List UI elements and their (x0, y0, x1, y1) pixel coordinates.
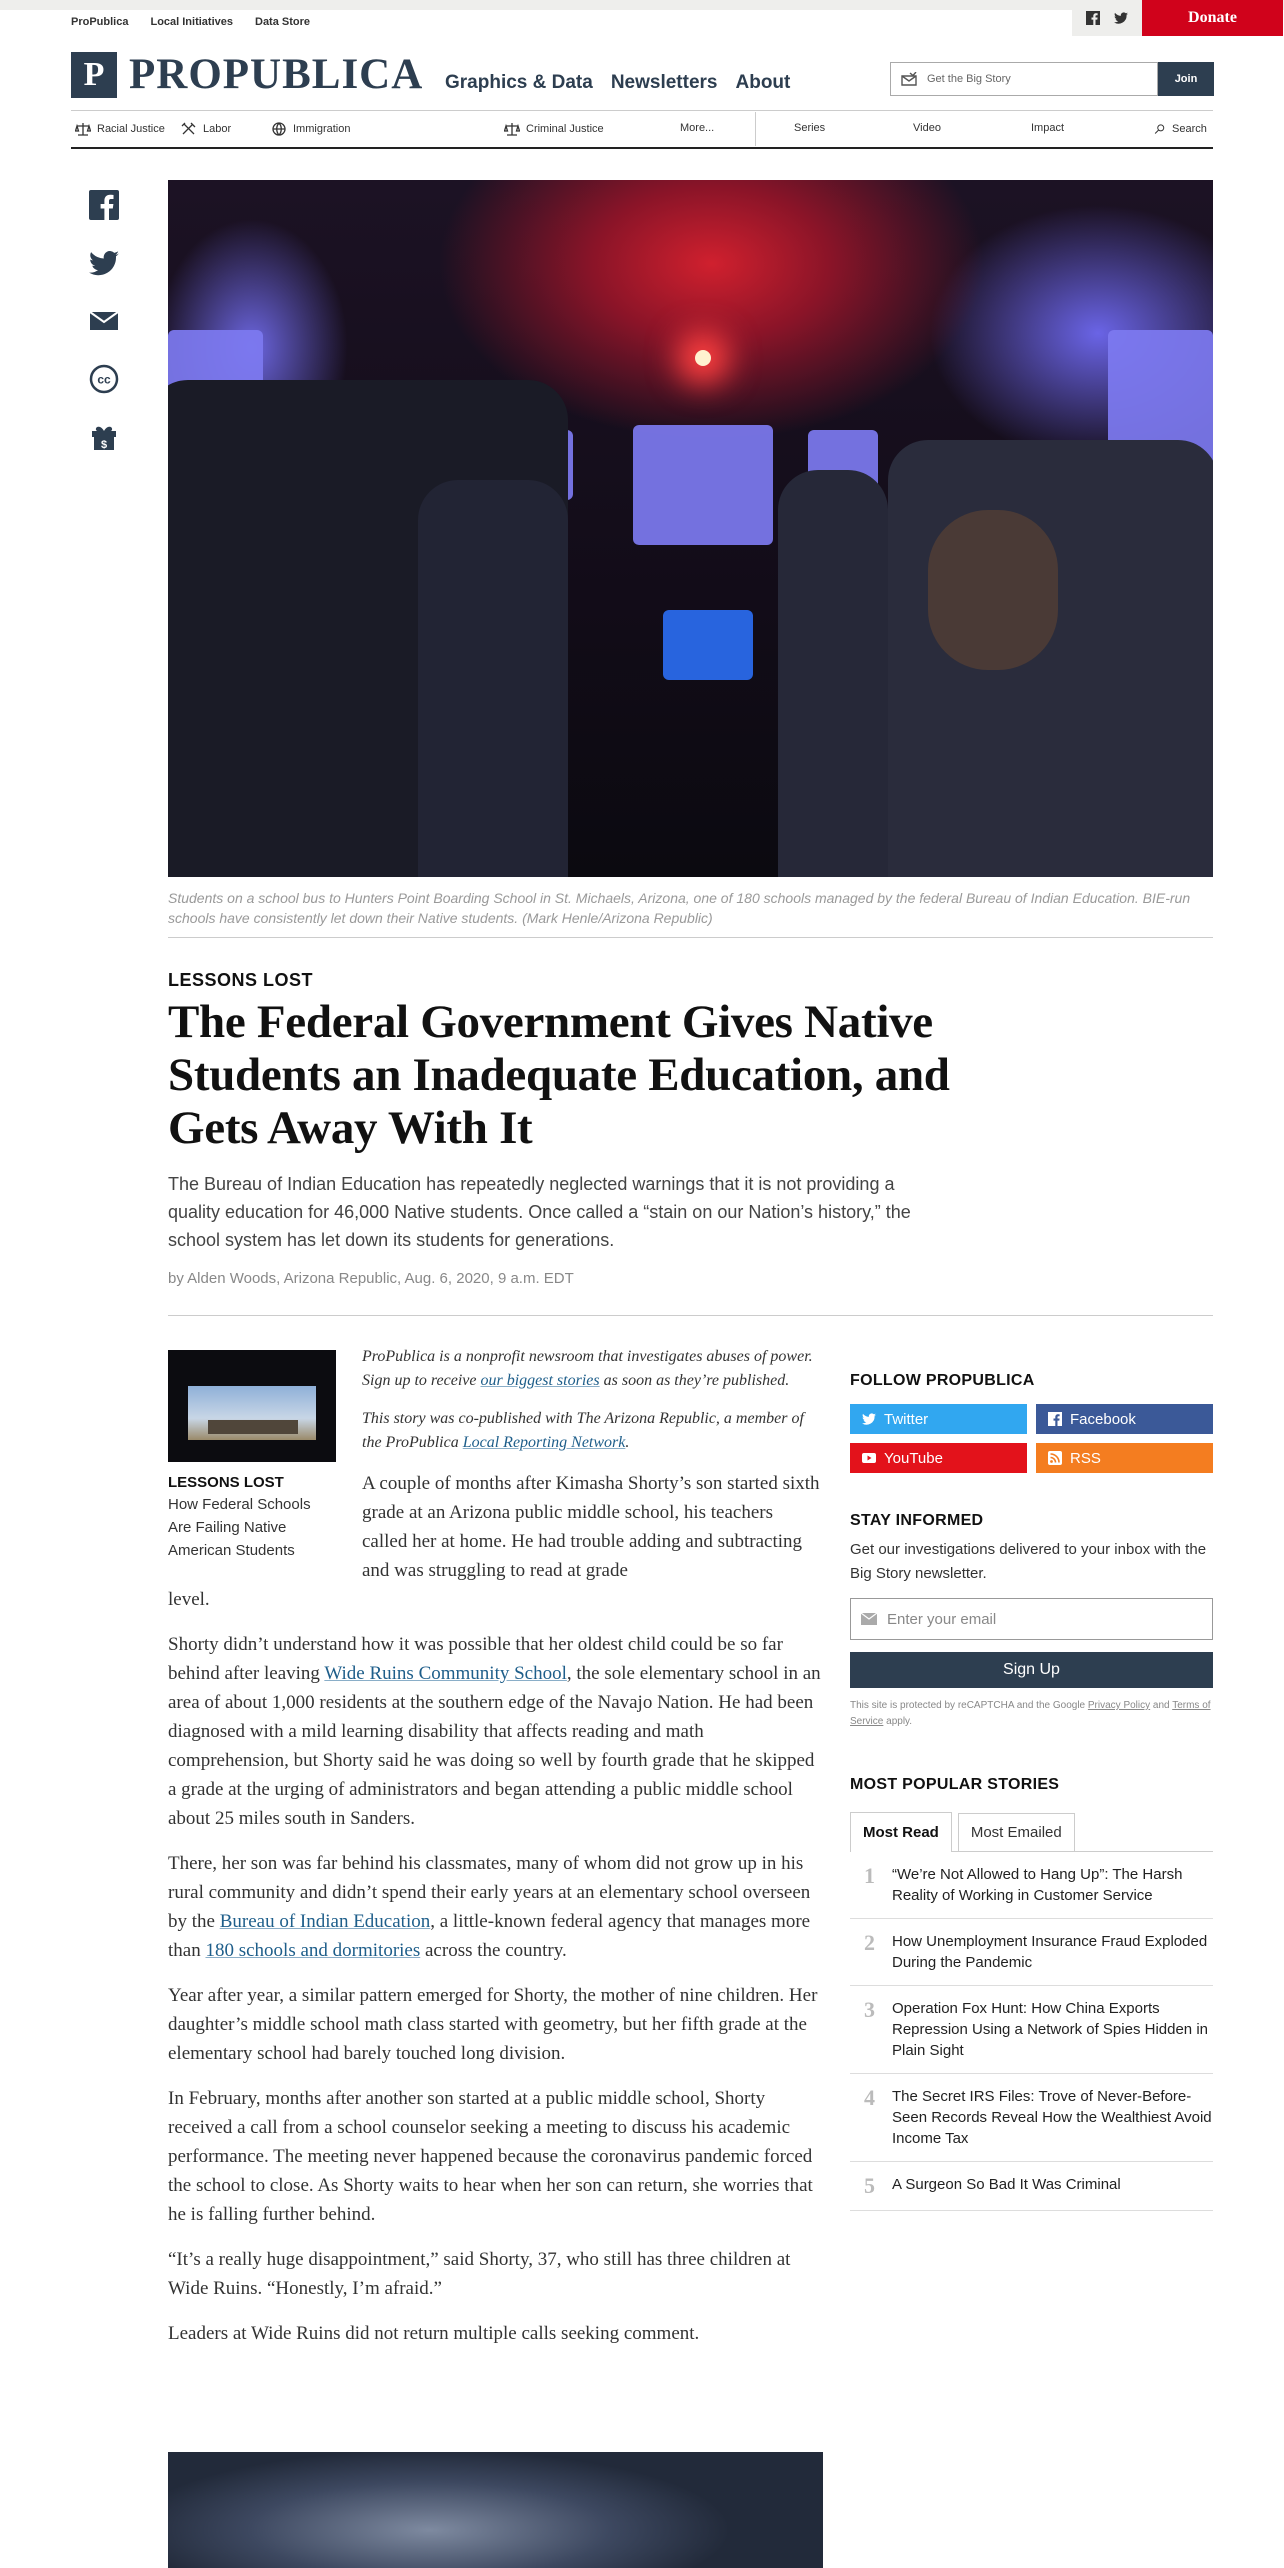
paragraph: Year after year, a similar pattern emerged for Shorty, the mother of nine children. Her daughter’s middle school math class started with geometry, but her fifth grade at the elementary school had barely touched long division. (168, 1985, 818, 2064)
subnav-label: Search (1172, 123, 1207, 135)
paragraph-text: , a little-known federal agency that manages more than (168, 1911, 811, 1961)
subnav-label: Immigration (293, 123, 351, 135)
utility-link-local-initiatives[interactable]: Local Initiatives (150, 16, 233, 28)
email-share-icon[interactable] (89, 306, 119, 336)
email-placeholder: Enter your email (887, 1610, 997, 1628)
header-join-button[interactable]: Join (1158, 62, 1214, 96)
story-rank: 5 (864, 2173, 875, 2198)
recaptcha-text: This site is protected by reCAPTCHA and the Google (850, 1700, 1088, 1711)
divider (168, 1315, 1213, 1316)
paragraph-text: , the sole elementary school in an area of about 1,000 residents at the southern edge of the Navajo Nation. He had been diagnosed with a mild learning disability that affects reading and math comprehension, but Shorty said he was doing so well by fourth grade that he skipped a grade at the urging of administrators and began attending a public middle school about 25 miles south in Sanders. (168, 1663, 821, 1829)
follow-twitter-button[interactable] (850, 1404, 1027, 1434)
bus-window (663, 610, 753, 680)
local-reporting-network-link[interactable]: Local Reporting Network (462, 1434, 626, 1451)
popular-story[interactable] (850, 1986, 1213, 2074)
series-title: How Federal Schools Are Failing Native American Students (168, 1496, 311, 1559)
twitter-icon[interactable] (1114, 11, 1128, 25)
paragraph: “It’s a really huge disappointment,” said Shorty, 37, who still has three children at Wide Ruins. “Honestly, I’m afraid.” (168, 2249, 791, 2299)
utility-nav (71, 16, 310, 28)
gift-icon[interactable] (89, 422, 119, 452)
twitter-share-icon[interactable] (89, 248, 119, 278)
stay-informed-title: STAY INFORMED (850, 1512, 984, 1529)
header-bottom-rule (71, 147, 1213, 149)
utility-social (1072, 0, 1142, 36)
divider (168, 937, 1213, 938)
nav-graphics-data[interactable]: Graphics & Data (445, 72, 593, 93)
story-rank: 4 (864, 2085, 875, 2110)
creative-commons-icon[interactable] (89, 364, 119, 394)
subnav-more[interactable]: More... (680, 122, 715, 134)
terms-of-service-link[interactable]: Terms of Service (850, 1700, 1211, 1727)
recaptcha-text: and (1150, 1700, 1173, 1711)
utility-right (1072, 0, 1283, 36)
facebook-icon (1048, 1412, 1062, 1426)
main-nav (445, 72, 790, 94)
sidebar (850, 1372, 1213, 1473)
article-inline-image (168, 2452, 823, 2568)
header-email-placeholder: Get the Big Story (927, 73, 1011, 85)
donate-button[interactable]: Donate (1142, 0, 1283, 36)
paragraph (168, 1849, 823, 1965)
facebook-icon[interactable] (1086, 11, 1100, 25)
facebook-share-icon[interactable] (89, 190, 119, 220)
bie-link[interactable]: Bureau of Indian Education (219, 1911, 431, 1932)
nav-newsletters[interactable]: Newsletters (610, 72, 718, 93)
share-tools (89, 190, 119, 452)
utility-link-data-store[interactable]: Data Store (255, 16, 311, 28)
subnav-racial-justice[interactable] (75, 122, 165, 136)
thumbnail-building (208, 1420, 298, 1434)
subnav-search[interactable] (1154, 122, 1207, 136)
envelope-icon (901, 72, 917, 86)
gavel-icon (504, 122, 520, 136)
story-rank: 2 (864, 1930, 875, 1955)
subnav-label: Labor (203, 123, 232, 135)
sign-up-button[interactable]: Sign Up (850, 1652, 1213, 1688)
ceiling-light (695, 350, 711, 366)
most-popular (850, 1776, 1213, 2211)
rss-icon (1048, 1451, 1062, 1465)
logo-mark: P (71, 52, 117, 98)
popular-story[interactable] (850, 1852, 1213, 1919)
follow-label: Facebook (1070, 1410, 1136, 1428)
search-icon (1154, 122, 1166, 136)
note-text: . (625, 1434, 630, 1451)
svg-text:cc: cc (97, 372, 111, 387)
follow-label: Twitter (884, 1410, 929, 1428)
newsletter-signup (850, 1512, 1213, 1730)
story-title[interactable]: A Surgeon So Bad It Was Criminal (892, 2176, 1121, 2193)
note-text: ProPublica is a nonprofit newsroom that investigates abuses of power. Sign up to receive (362, 1348, 813, 1389)
wide-ruins-link[interactable]: Wide Ruins Community School (324, 1663, 567, 1684)
paragraph: Leaders at Wide Ruins did not return multiple calls seeking comment. (168, 2323, 700, 2344)
series-box[interactable] (168, 1350, 336, 1562)
popular-story[interactable] (850, 1919, 1213, 1986)
recaptcha-text: apply. (883, 1716, 913, 1727)
seat (418, 480, 568, 877)
story-rank: 3 (864, 1997, 875, 2022)
nav-about[interactable]: About (735, 72, 791, 93)
copublish-note (362, 1407, 823, 1455)
divider (71, 110, 1213, 111)
paragraph-text: level. (168, 1589, 210, 1610)
subnav-immigration[interactable] (271, 122, 350, 136)
seat (778, 470, 888, 877)
paragraph (168, 1630, 823, 1833)
paragraph-text: There, her son was far behind his classmates, many of whom did not grow up in his rural community and didn’t spend their early years at an elementary school overseen by the (168, 1853, 811, 1932)
article-kicker[interactable]: LESSONS LOST (168, 970, 314, 990)
utility-link-propublica[interactable]: ProPublica (71, 16, 129, 28)
stay-informed-description: Get our investigations delivered to your inbox with the Big Story newsletter. (850, 1541, 1207, 1582)
hero-image (168, 180, 1213, 877)
scales-icon (75, 122, 91, 136)
header-email-input[interactable] (890, 62, 1158, 96)
sidebar-email-input[interactable] (850, 1598, 1213, 1640)
nonprofit-note (362, 1345, 823, 1393)
biggest-stories-link[interactable]: our biggest stories (480, 1372, 600, 1389)
paragraph: In February, months after another son started at a public middle school, Shorty received a call from a school counselor seeking a meeting to discuss his academic performance. The meeting never happened because the coronavirus pandemic forced the school to close. As Shorty waits to hear when her son can return, she worries that he is falling further behind. (168, 2088, 813, 2225)
subnav-video[interactable]: Video (913, 122, 941, 134)
schools-dormitories-link[interactable]: 180 schools and dormitories (205, 1940, 421, 1961)
sub-nav (71, 118, 1213, 140)
youtube-icon (862, 1451, 876, 1465)
header-signup (890, 62, 1214, 96)
svg-text:$: $ (100, 439, 108, 451)
article-byline: by Alden Woods, Arizona Republic, Aug. 6, 2020, 9 a.m. EDT (168, 1270, 574, 1287)
paragraph-text: Shorty didn’t understand how it was possible that her oldest child could be so far behind after leaving (168, 1634, 783, 1684)
follow-rss-button[interactable] (1036, 1443, 1213, 1473)
paragraph-text: A couple of months after Kimasha Shorty’s son started sixth grade at an Arizona public middle school, his teachers called her at home. He had trouble adding and subtracting and was struggling to read at grade (362, 1473, 820, 1581)
follow-youtube-button[interactable] (850, 1443, 1027, 1473)
popular-story[interactable] (850, 2074, 1213, 2162)
follow-label: YouTube (884, 1449, 943, 1467)
story-rank: 1 (864, 1863, 875, 1888)
follow-title: FOLLOW PROPUBLICA (850, 1372, 1035, 1389)
note-text: This story was co-published with The Arizona Republic, a member of the ProPublica (362, 1410, 804, 1451)
subnav-labor[interactable] (181, 122, 231, 136)
bus-window (633, 425, 773, 545)
popular-list (850, 1852, 1213, 2211)
subnav-criminal-justice[interactable] (504, 122, 604, 136)
popular-tabs (850, 1812, 1213, 1852)
logo-wordmark: PROPUBLICA (129, 51, 424, 98)
site-logo[interactable] (71, 50, 423, 99)
article-dek: The Bureau of Indian Education has repeatedly neglected warnings that it is not providing a quality education for 46,000 Native students. Once called a “stain on our Nation’s history,” the school system has let down its students for generations. (168, 1174, 911, 1250)
tab-most-emailed[interactable]: Most Emailed (958, 1813, 1075, 1851)
subnav-series[interactable]: Series (794, 122, 826, 134)
hero-caption: Students on a school bus to Hunters Point Boarding School in St. Michaels, Arizona, one of 180 schools managed by the federal Bureau of Indian Education. BIE-run schools have consistently let down their Native students. (Mark Henle/Arizona Republic) (168, 890, 1191, 926)
globe-icon (271, 122, 287, 136)
subnav-label: Racial Justice (97, 123, 165, 135)
series-kicker: LESSONS LOST (168, 1474, 284, 1491)
privacy-policy-link[interactable]: Privacy Policy (1087, 1700, 1151, 1711)
subnav-label: Criminal Justice (526, 123, 604, 135)
article-headline: The Federal Government Gives Native Students an Inadequate Education, and Gets Away With It (168, 996, 950, 1154)
subnav-impact[interactable]: Impact (1031, 122, 1065, 134)
series-thumbnail (168, 1350, 336, 1462)
follow-facebook-button[interactable] (1036, 1404, 1213, 1434)
follow-label: RSS (1070, 1449, 1101, 1467)
follow-buttons (850, 1404, 1213, 1473)
student-face (928, 510, 1058, 670)
paragraph-text: across the country. (420, 1940, 567, 1961)
recaptcha-notice (850, 1698, 1213, 1730)
story-title[interactable]: “We’re Not Allowed to Hang Up”: The Harsh Reality of Working in Customer Service (892, 1866, 1183, 1904)
story-title[interactable]: Operation Fox Hunt: How China Exports Repression Using a Network of Spies Hidden in Plain Sight (892, 2000, 1208, 2059)
note-text: as soon as they’re published. (599, 1372, 790, 1389)
seat (888, 440, 1213, 877)
twitter-icon (862, 1412, 876, 1426)
subnav-divider (755, 112, 756, 146)
envelope-icon (861, 1613, 877, 1625)
popular-story[interactable] (850, 2162, 1213, 2211)
story-title[interactable]: How Unemployment Insurance Fraud Exploded During the Pandemic (892, 1933, 1208, 1971)
tab-most-read[interactable]: Most Read (850, 1812, 952, 1852)
story-title[interactable]: The Secret IRS Files: Trove of Never-Before-Seen Records Reveal How the Wealthiest Avoid Income Tax (892, 2088, 1212, 2147)
most-popular-title: MOST POPULAR STORIES (850, 1776, 1060, 1793)
tools-icon (181, 122, 197, 136)
